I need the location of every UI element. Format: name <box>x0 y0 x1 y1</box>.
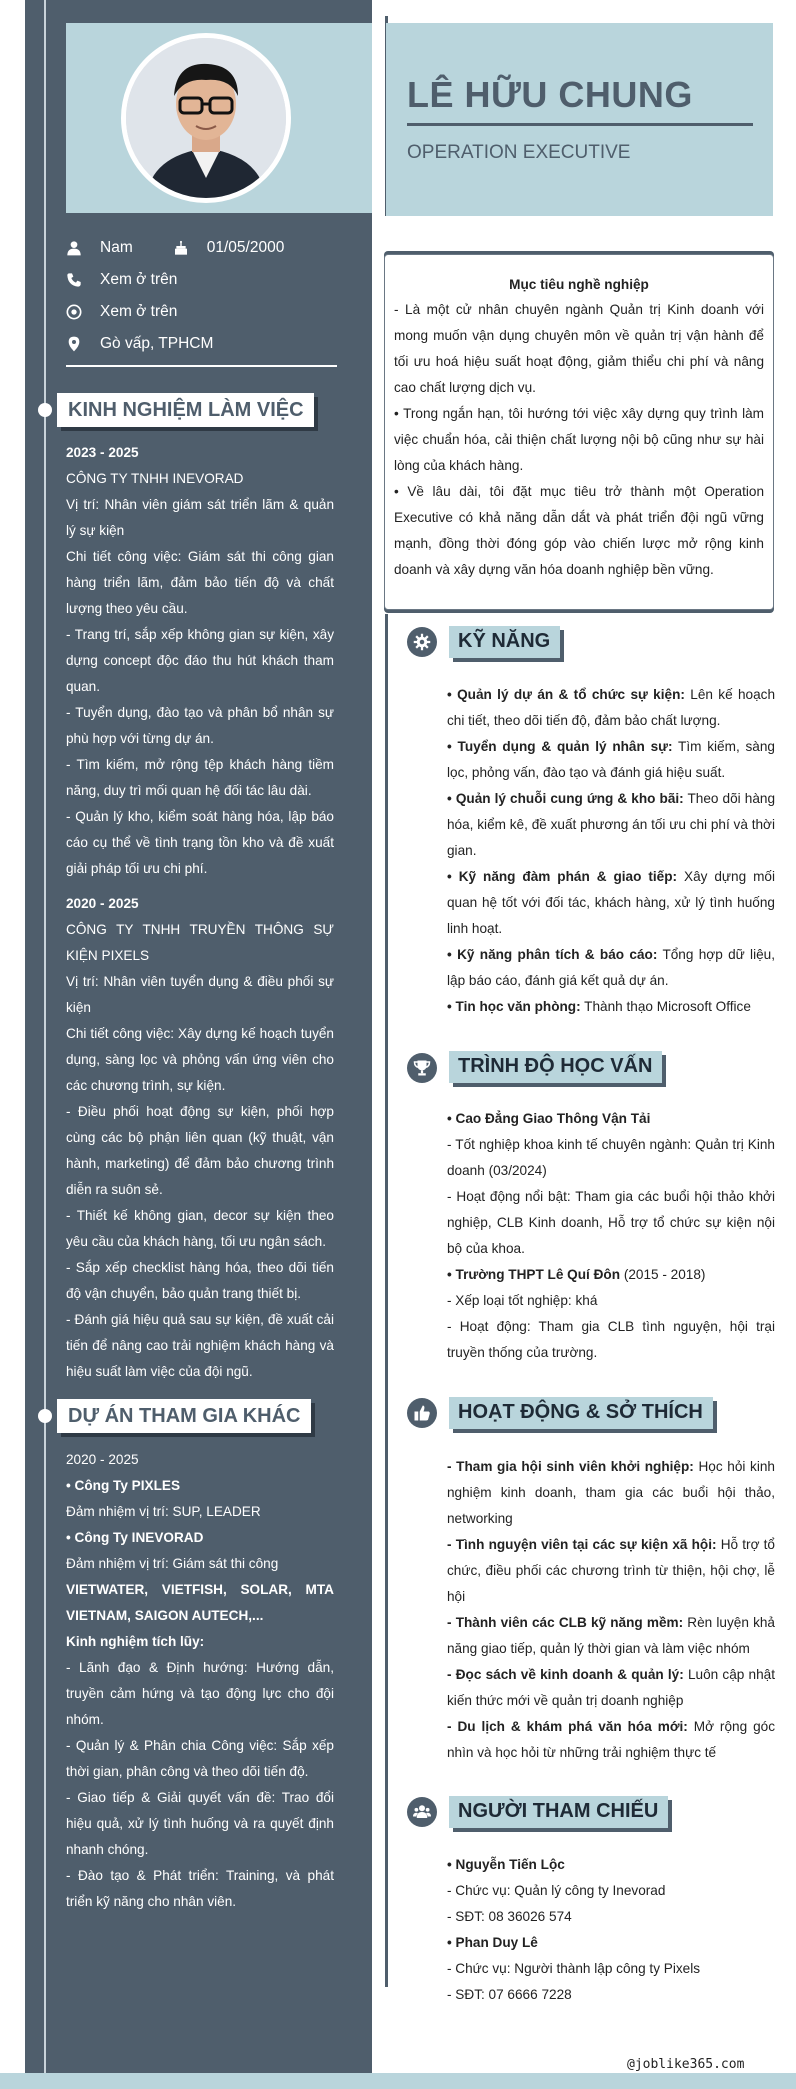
activity-text: Học hỏi kinh nghiệm kinh doanh, tham gia các buổi hội thảo, networking <box>447 1459 775 1526</box>
education-line: - Xếp loại tốt nghiệp: khá <box>447 1293 598 1308</box>
experience-section <box>66 440 334 1385</box>
project-role: Đảm nhiệm vị trí: SUP, LEADER <box>66 1504 261 1519</box>
gender-text: Nam <box>100 239 133 256</box>
bottom-band <box>0 2073 796 2089</box>
references-section <box>447 1852 775 2008</box>
watermark: @joblike365.com <box>627 2057 745 2072</box>
email-icon <box>66 304 82 320</box>
projects-years: 2020 - 2025 <box>66 1452 139 1467</box>
job-line: - Tuyển dụng, đào tạo và phân bổ nhân sự phù hợp với từng dự án. <box>66 705 334 746</box>
gear-icon <box>407 627 437 657</box>
email-text: Xem ở trên <box>100 303 178 320</box>
job-line: Chi tiết công việc: Giám sát thi công gian hàng triển lãm, đảm bảo tiến độ và chất lượng theo yêu cầu. <box>66 549 334 616</box>
contact-row-phone <box>66 268 177 292</box>
project-exp-line: - Lãnh đạo & Định hướng: Hướng dẫn, truyền cảm hứng và tạo động lực cho đội nhóm. <box>66 1660 334 1727</box>
job-line: - Sắp xếp checklist hàng hóa, theo dõi tiến độ vận chuyển, bảo quản trang thiết bị. <box>66 1260 334 1301</box>
skill-item <box>447 786 775 864</box>
skill-text: Thành thạo Microsoft Office <box>580 999 751 1014</box>
activity-label: - Du lịch & khám phá văn hóa mới: <box>447 1719 688 1734</box>
school-row <box>447 1262 775 1288</box>
job-line: - Thiết kế không gian, decor sự kiện theo yêu cầu của khách hàng, tối ưu ngân sách. <box>66 1208 334 1249</box>
skills-list <box>447 682 775 1020</box>
education-line: - Hoạt động: Tham gia CLB tình nguyện, hội trại truyền thống của trường. <box>447 1319 775 1360</box>
career-objective-box <box>384 254 774 610</box>
skill-text: Theo dõi hàng hóa, kiểm kê, đề xuất phương án tối ưu chi phí và thời gian. <box>447 791 776 858</box>
candidate-name: LÊ HỮU CHUNG <box>407 74 693 115</box>
project-role: Đảm nhiệm vị trí: Giám sát thi công <box>66 1556 279 1571</box>
contact-row-gender-birthday <box>66 236 284 260</box>
skill-text: Tổng hợp dữ liệu, lập báo cáo, đánh giá kết quả dự án. <box>447 947 775 988</box>
job-years: 2020 - 2025 <box>66 896 139 911</box>
activity-label: - Tình nguyện viên tại các sự kiện xã hội: <box>447 1537 717 1552</box>
avatar <box>121 33 291 203</box>
education-heading: TRÌNH ĐỘ HỌC VẤN <box>449 1051 662 1083</box>
project-company: • Công Ty PIXLES <box>66 1478 181 1493</box>
project-exp-title: Kinh nghiệm tích lũy: <box>66 1634 205 1649</box>
projects-heading: DỰ ÁN THAM GIA KHÁC <box>57 1399 311 1433</box>
references-heading: NGƯỜI THAM CHIẾU <box>449 1796 668 1828</box>
activities-list <box>447 1454 775 1766</box>
job-title: OPERATION EXECUTIVE <box>407 142 631 163</box>
right-timeline-line <box>385 614 388 1987</box>
trophy-icon <box>407 1053 437 1083</box>
job-line: - Trang trí, sắp xếp không gian sự kiện, xây dựng concept độc đáo thu hút khách tham quan. <box>66 627 334 694</box>
skill-label: • Tin học văn phòng: <box>447 999 581 1014</box>
skill-item <box>447 864 775 942</box>
reference-phone: - SĐT: 08 36026 574 <box>447 1909 572 1924</box>
activity-item <box>447 1454 775 1532</box>
education-line: - Tốt nghiệp khoa kinh tế chuyên ngành: Quản trị Kinh doanh (03/2024) <box>447 1137 775 1178</box>
activity-item <box>447 1610 775 1662</box>
contact-row-address <box>66 332 213 356</box>
timeline-dot <box>38 403 52 417</box>
school-years: (2015 - 2018) <box>620 1267 706 1282</box>
job-line: Chi tiết công việc: Xây dựng kế hoạch tuyển dụng, sàng lọc và phỏng vấn ứng viên cho các chương trình, sự kiện. <box>66 1026 334 1093</box>
activity-text: Rèn luyện khả năng giao tiếp, quản lý thời gian và làm việc nhóm <box>447 1615 775 1656</box>
reference-phone: - SĐT: 07 6666 7228 <box>447 1987 572 2002</box>
name-underline <box>407 123 753 126</box>
timeline-dot <box>38 1409 52 1423</box>
skills-heading: KỸ NĂNG <box>449 626 560 658</box>
activity-label: - Tham gia hội sinh viên khởi nghiệp: <box>447 1459 694 1474</box>
job-line: - Điều phối hoạt động sự kiện, phối hợp cùng các bộ phận liên quan (kỹ thuật, vận hành, marketing) để đảm bảo chương trình diễn ra suôn sẻ. <box>66 1104 334 1197</box>
school-name: • Trường THPT Lê Quí Đôn <box>447 1267 621 1282</box>
reference-name: • Phan Duy Lê <box>447 1935 538 1950</box>
people-icon <box>407 1797 437 1827</box>
job-years: 2023 - 2025 <box>66 445 139 460</box>
objective-paragraph: • Trong ngắn hạn, tôi hướng tới việc xây dựng quy trình làm việc chuẩn hóa, cải thiện chất lượng nội bộ cũng như sự hài lòng của khách hàng. <box>394 406 764 473</box>
skill-label: • Quản lý chuỗi cung ứng & kho bãi: <box>447 791 684 806</box>
job-line: - Quản lý kho, kiểm soát hàng hóa, lập báo cáo cụ thể về tình trạng tồn kho và đề xuất giải pháp tối ưu chi phí. <box>66 809 334 876</box>
birthday-text: 01/05/2000 <box>206 239 285 256</box>
activity-text: Mở rộng góc nhìn và học hỏi từ những trải nghiệm thực tế <box>447 1719 776 1760</box>
activity-label: - Thành viên các CLB kỹ năng mềm: <box>447 1615 684 1630</box>
skill-text: Lên kế hoạch chi tiết, theo dõi tiến độ, đảm bảo chất lượng. <box>447 687 776 728</box>
project-exp-line: - Giao tiếp & Giải quyết vấn đề: Trao đổi hiệu quả, xử lý tình huống và ra quyết định nhanh chóng. <box>66 1790 334 1857</box>
skill-item <box>447 734 775 786</box>
skill-label: • Kỹ năng phân tích & báo cáo: <box>447 947 658 962</box>
activities-heading: HOẠT ĐỘNG & SỞ THÍCH <box>449 1397 713 1429</box>
thumbs-up-icon <box>407 1398 437 1428</box>
objective-title: Mục tiêu nghề nghiệp <box>509 277 649 292</box>
activity-item <box>447 1662 775 1714</box>
phone-icon <box>66 272 82 288</box>
objective-paragraph: • Về lâu dài, tôi đặt mục tiêu trở thành một Operation Executive có khả năng dẫn dắt và phát triển đội ngũ vững mạnh, đồng thời đóng góp vào chiến lược mở rộng kinh doanh và xây dựng văn hóa doanh nghiệp bền vững. <box>394 484 764 577</box>
skill-text: Xây dựng mối quan hệ tốt với đối tác, khách hàng, xử lý tình huống linh hoạt. <box>447 869 775 936</box>
contact-divider <box>66 365 337 367</box>
activity-label: - Đọc sách về kinh doanh & quản lý: <box>447 1667 684 1682</box>
sidebar-timeline-line <box>44 0 46 2073</box>
job-line: - Tìm kiếm, mở rộng tệp khách hàng tiềm năng, duy trì mối quan hệ đối tác lâu dài. <box>66 757 334 798</box>
project-clients: VIETWATER, VIETFISH, SOLAR, MTA VIETNAM, SAIGON AUTECH,... <box>66 1582 334 1623</box>
job-line: Vị trí: Nhân viên giám sát triển lãm & quản lý sự kiện <box>66 497 334 538</box>
skill-item <box>447 942 775 994</box>
education-line: - Hoạt động nổi bật: Tham gia các buổi hội thảo khởi nghiệp, CLB Kinh doanh, Hỗ trợ tổ chức sự kiện nội bộ của khoa. <box>447 1189 775 1256</box>
activity-item <box>447 1714 775 1766</box>
person-icon <box>66 240 82 256</box>
address-text: Gò vấp, TPHCM <box>100 335 214 352</box>
job-line: Vị trí: Nhân viên tuyển dụng & điều phối sự kiện <box>66 974 334 1015</box>
skill-label: • Kỹ năng đàm phán & giao tiếp: <box>447 869 678 884</box>
project-exp-line: - Quản lý & Phân chia Công việc: Sắp xếp thời gian, phân công và theo dõi tiến độ. <box>66 1738 334 1779</box>
reference-name: • Nguyễn Tiến Lộc <box>447 1857 565 1872</box>
skill-item <box>447 682 775 734</box>
job-company: CÔNG TY TNHH INEVORAD <box>66 471 244 486</box>
activity-text: Hỗ trợ tổ chức, điều phối các chương trình từ thiện, hội chợ, lễ hội <box>447 1537 775 1604</box>
skill-label: • Tuyển dụng & quản lý nhân sự: <box>447 739 673 754</box>
cake-icon <box>173 240 189 256</box>
activity-text: Luôn cập nhật kiến thức mới về quản trị doanh nghiệp <box>447 1667 775 1708</box>
experience-heading: KINH NGHIỆM LÀM VIỆC <box>57 393 314 427</box>
project-company: • Công Ty INEVORAD <box>66 1530 204 1545</box>
skill-text: Tìm kiếm, sàng lọc, phỏng vấn, đào tạo và đánh giá hiệu suất. <box>447 739 775 780</box>
reference-role: - Chức vụ: Quản lý công ty Inevorad <box>447 1883 666 1898</box>
phone-text: Xem ở trên <box>100 271 178 288</box>
reference-role: - Chức vụ: Người thành lập công ty Pixels <box>447 1961 701 1976</box>
projects-section <box>66 1447 334 1915</box>
project-exp-line: - Đào tạo & Phát triển: Training, và phát triển kỹ năng cho nhân viên. <box>66 1868 334 1909</box>
school-name: • Cao Đẳng Giao Thông Vận Tải <box>447 1111 651 1126</box>
skill-item <box>447 994 775 1020</box>
header-panel <box>386 23 773 216</box>
job-company: CÔNG TY TNHH TRUYỀN THÔNG SỰ KIỆN PIXELS <box>66 922 334 963</box>
education-section <box>447 1106 775 1366</box>
skill-label: • Quản lý dự án & tổ chức sự kiện: <box>447 687 685 702</box>
job-line: - Đánh giá hiệu quả sau sự kiện, đề xuất cải tiến để nâng cao trải nghiệm khách hàng và hiệu suất làm việc của đội ngũ. <box>66 1312 334 1379</box>
activity-item <box>447 1532 775 1610</box>
contact-row-email <box>66 300 177 324</box>
objective-paragraph: - Là một cử nhân chuyên ngành Quản trị Kinh doanh với mong muốn vận dụng chuyên môn về quản trị vận hành để tối ưu hoá hiệu suất hoạt động, giảm thiểu chi phí và nâng cao chất lượng dịch vụ. <box>394 302 764 395</box>
location-icon <box>66 336 82 352</box>
